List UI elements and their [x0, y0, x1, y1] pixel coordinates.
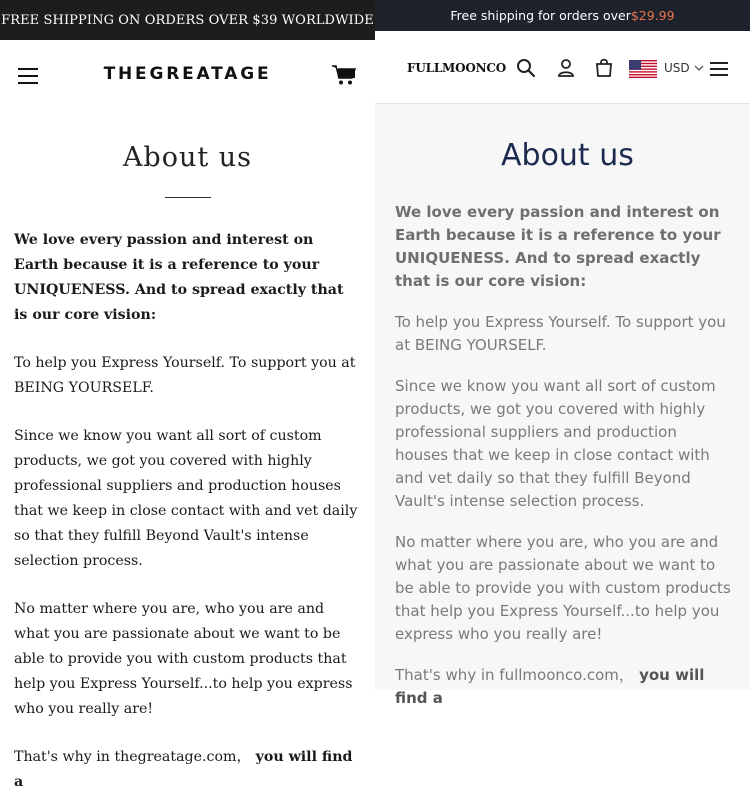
suppliers-paragraph: Since we know you want all sort of custom products, we got you covered with highly professional suppliers and production houses that we keep in close contact with and vet daily so that they fulfill Beyond Vault's intense selection process. — [14, 428, 358, 569]
announcement-bar — [375, 0, 750, 31]
closing-text: That's why in thegreatage.com， — [14, 749, 251, 765]
page-title: About us — [122, 142, 253, 173]
closing-bold-text: you will find a — [395, 666, 705, 707]
brand-logo[interactable]: THEGREATAGE — [103, 64, 272, 84]
currency-selector[interactable]: USD — [664, 61, 690, 75]
site-header — [0, 40, 375, 112]
about-content — [375, 201, 750, 710]
cart-icon[interactable] — [331, 64, 357, 86]
passion-paragraph: No matter where you are, who you are and what you are passionate about we want to be able to provide you with custom products that help you Express Yourself...to help you express who you really are! — [395, 533, 731, 643]
closing-paragraph — [395, 664, 732, 710]
page-title: About us — [501, 138, 634, 173]
about-content — [0, 228, 375, 795]
menu-icon[interactable] — [710, 62, 728, 76]
closing-text: That's why in fullmoonco.com， — [395, 666, 634, 684]
announcement-text: Free shipping for orders over — [450, 8, 631, 23]
announcement-bar — [0, 0, 375, 40]
passion-paragraph: No matter where you are, who you are and what you are passionate about we want to be able to provide you with custom products that help you Express Yourself...to help you express who you really are! — [14, 601, 353, 717]
shipping-threshold: $29.99 — [630, 8, 675, 23]
cart-icon[interactable] — [593, 57, 615, 79]
title-divider — [165, 197, 211, 198]
closing-bold-text: you will find a — [14, 749, 353, 790]
account-icon[interactable] — [555, 57, 577, 79]
suppliers-paragraph: Since we know you want all sort of custom products, we got you covered with highly professional suppliers and production houses that we keep in close contact with and vet daily so that they fulfill Beyond Vault's intense selection process. — [395, 377, 716, 510]
site-header — [375, 31, 750, 104]
thegreatage-page — [0, 0, 375, 790]
intro-paragraph: We love every passion and interest on Earth because it is a reference to your UNIQUENESS. And to spread exactly that is our core vision: — [14, 232, 344, 323]
search-icon[interactable] — [515, 57, 537, 79]
announcement-text: FREE SHIPPING ON ORDERS OVER $39 WORLDWIDE — [1, 12, 374, 28]
fullmoonco-page — [375, 0, 750, 707]
us-flag-icon[interactable] — [629, 60, 657, 78]
mission-paragraph: To help you Express Yourself. To support you at BEING YOURSELF. — [14, 355, 356, 396]
closing-paragraph — [14, 745, 361, 795]
intro-paragraph: We love every passion and interest on Earth because it is a reference to your UNIQUENESS. And to spread exactly that is our core vision: — [395, 203, 721, 290]
brand-logo[interactable]: FULLMOONCO — [407, 61, 507, 75]
chevron-down-icon[interactable] — [694, 64, 704, 72]
mission-paragraph: To help you Express Yourself. To support you at BEING YOURSELF. — [395, 313, 726, 354]
